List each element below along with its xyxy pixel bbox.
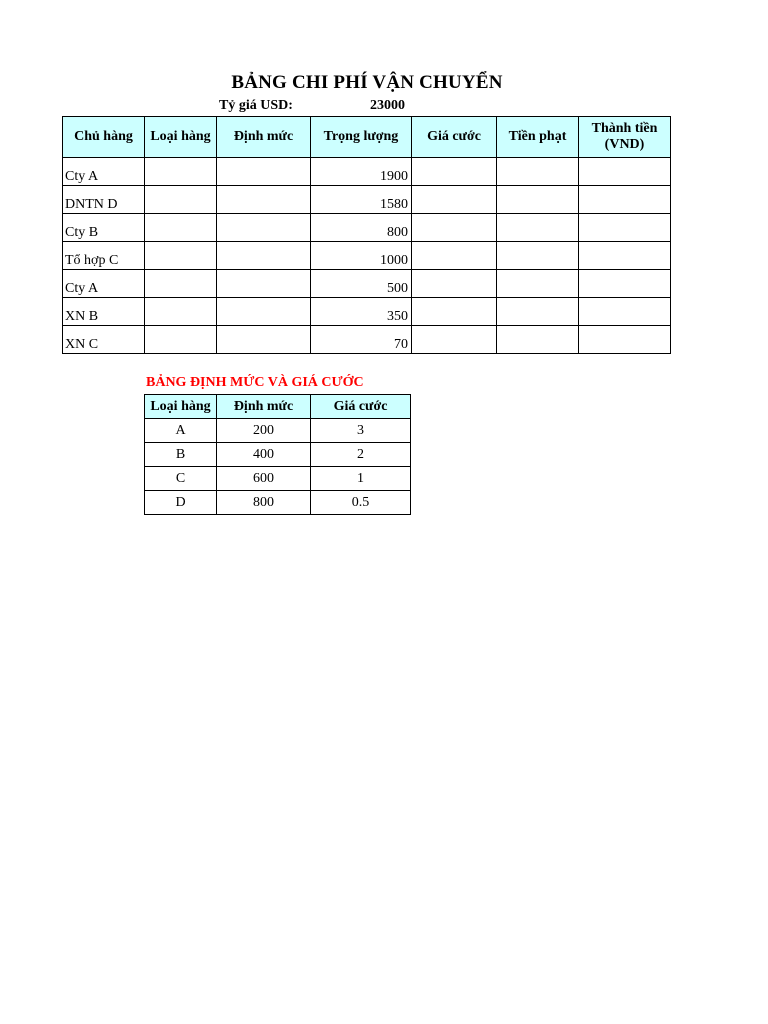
cell-trong-luong[interactable]: 800 <box>311 214 412 242</box>
cell-dinh-muc[interactable] <box>217 326 311 354</box>
cell-loai-hang[interactable] <box>145 298 217 326</box>
rate-table-row <box>145 491 411 515</box>
rate-header-gia-cuoc[interactable]: Giá cước <box>311 395 411 419</box>
cell-rate-norm[interactable]: 600 <box>217 467 311 491</box>
rate-header-loai-hang[interactable]: Loại hàng <box>145 395 217 419</box>
cell-dinh-muc[interactable] <box>217 186 311 214</box>
cell-trong-luong[interactable]: 1000 <box>311 242 412 270</box>
header-thanh-tien[interactable] <box>579 117 671 158</box>
cell-tien-phat[interactable] <box>497 298 579 326</box>
exchange-rate-label: Tỷ giá USD: <box>219 98 293 113</box>
cell-rate-norm[interactable]: 400 <box>217 443 311 467</box>
header-thanh-tien-line2: (VND) <box>604 137 645 152</box>
cell-rate-type[interactable]: A <box>145 419 217 443</box>
rate-table-row <box>145 419 411 443</box>
cell-gia-cuoc[interactable] <box>412 186 497 214</box>
cell-tien-phat[interactable] <box>497 242 579 270</box>
cell-thanh-tien[interactable] <box>579 158 671 186</box>
cell-gia-cuoc[interactable] <box>412 242 497 270</box>
cell-tien-phat[interactable] <box>497 214 579 242</box>
shipping-cost-table <box>62 116 671 354</box>
cell-rate-value[interactable]: 1 <box>311 467 411 491</box>
cell-chu-hang[interactable]: XN C <box>63 326 145 354</box>
cell-trong-luong[interactable]: 500 <box>311 270 412 298</box>
header-tien-phat[interactable]: Tiền phạt <box>497 117 579 158</box>
rate-table-row <box>145 467 411 491</box>
cell-rate-norm[interactable]: 200 <box>217 419 311 443</box>
cell-rate-value[interactable]: 0.5 <box>311 491 411 515</box>
cell-rate-type[interactable]: B <box>145 443 217 467</box>
cell-trong-luong[interactable]: 1900 <box>311 158 412 186</box>
header-chu-hang[interactable]: Chủ hàng <box>63 117 145 158</box>
cell-thanh-tien[interactable] <box>579 242 671 270</box>
header-trong-luong[interactable]: Trọng lượng <box>311 117 412 158</box>
cell-rate-value[interactable]: 2 <box>311 443 411 467</box>
cell-dinh-muc[interactable] <box>217 270 311 298</box>
rate-header-dinh-muc[interactable]: Định mức <box>217 395 311 419</box>
cell-dinh-muc[interactable] <box>217 242 311 270</box>
cell-rate-type[interactable]: D <box>145 491 217 515</box>
header-loai-hang[interactable]: Loại hàng <box>145 117 217 158</box>
cell-gia-cuoc[interactable] <box>412 214 497 242</box>
cell-thanh-tien[interactable] <box>579 326 671 354</box>
cell-loai-hang[interactable] <box>145 214 217 242</box>
cell-loai-hang[interactable] <box>145 186 217 214</box>
cell-rate-value[interactable]: 3 <box>311 419 411 443</box>
cell-loai-hang[interactable] <box>145 270 217 298</box>
cell-tien-phat[interactable] <box>497 270 579 298</box>
table-row <box>63 270 671 298</box>
table-row <box>63 242 671 270</box>
cell-gia-cuoc[interactable] <box>412 158 497 186</box>
header-thanh-tien-line1: Thành tiền <box>591 121 658 136</box>
header-dinh-muc[interactable]: Định mức <box>217 117 311 158</box>
table-row <box>63 158 671 186</box>
cell-dinh-muc[interactable] <box>217 158 311 186</box>
cell-rate-norm[interactable]: 800 <box>217 491 311 515</box>
cell-thanh-tien[interactable] <box>579 298 671 326</box>
cell-gia-cuoc[interactable] <box>412 298 497 326</box>
exchange-rate-value[interactable]: 23000 <box>370 98 405 113</box>
rate-table <box>144 394 411 515</box>
cell-chu-hang[interactable]: Tổ hợp C <box>63 242 145 270</box>
cell-thanh-tien[interactable] <box>579 186 671 214</box>
cell-tien-phat[interactable] <box>497 158 579 186</box>
table-row <box>63 298 671 326</box>
page-title: BẢNG CHI PHÍ VẬN CHUYỂN <box>231 72 503 93</box>
cell-gia-cuoc[interactable] <box>412 270 497 298</box>
cell-chu-hang[interactable]: DNTN D <box>63 186 145 214</box>
table-row <box>63 214 671 242</box>
cell-loai-hang[interactable] <box>145 242 217 270</box>
rate-table-header-row <box>145 395 411 419</box>
cell-tien-phat[interactable] <box>497 326 579 354</box>
cell-rate-type[interactable]: C <box>145 467 217 491</box>
cell-chu-hang[interactable]: Cty A <box>63 158 145 186</box>
table-header-row <box>63 117 671 158</box>
rate-table-title: BẢNG ĐỊNH MỨC VÀ GIÁ CƯỚC <box>146 375 364 390</box>
rate-table-row <box>145 443 411 467</box>
cell-dinh-muc[interactable] <box>217 214 311 242</box>
cell-tien-phat[interactable] <box>497 186 579 214</box>
table-row <box>63 186 671 214</box>
cell-trong-luong[interactable]: 350 <box>311 298 412 326</box>
cell-thanh-tien[interactable] <box>579 270 671 298</box>
header-gia-cuoc[interactable]: Giá cước <box>412 117 497 158</box>
cell-trong-luong[interactable]: 1580 <box>311 186 412 214</box>
cell-gia-cuoc[interactable] <box>412 326 497 354</box>
cell-thanh-tien[interactable] <box>579 214 671 242</box>
cell-loai-hang[interactable] <box>145 158 217 186</box>
cell-dinh-muc[interactable] <box>217 298 311 326</box>
cell-chu-hang[interactable]: XN B <box>63 298 145 326</box>
table-row <box>63 326 671 354</box>
cell-chu-hang[interactable]: Cty A <box>63 270 145 298</box>
cell-chu-hang[interactable]: Cty B <box>63 214 145 242</box>
cell-loai-hang[interactable] <box>145 326 217 354</box>
cell-trong-luong[interactable]: 70 <box>311 326 412 354</box>
